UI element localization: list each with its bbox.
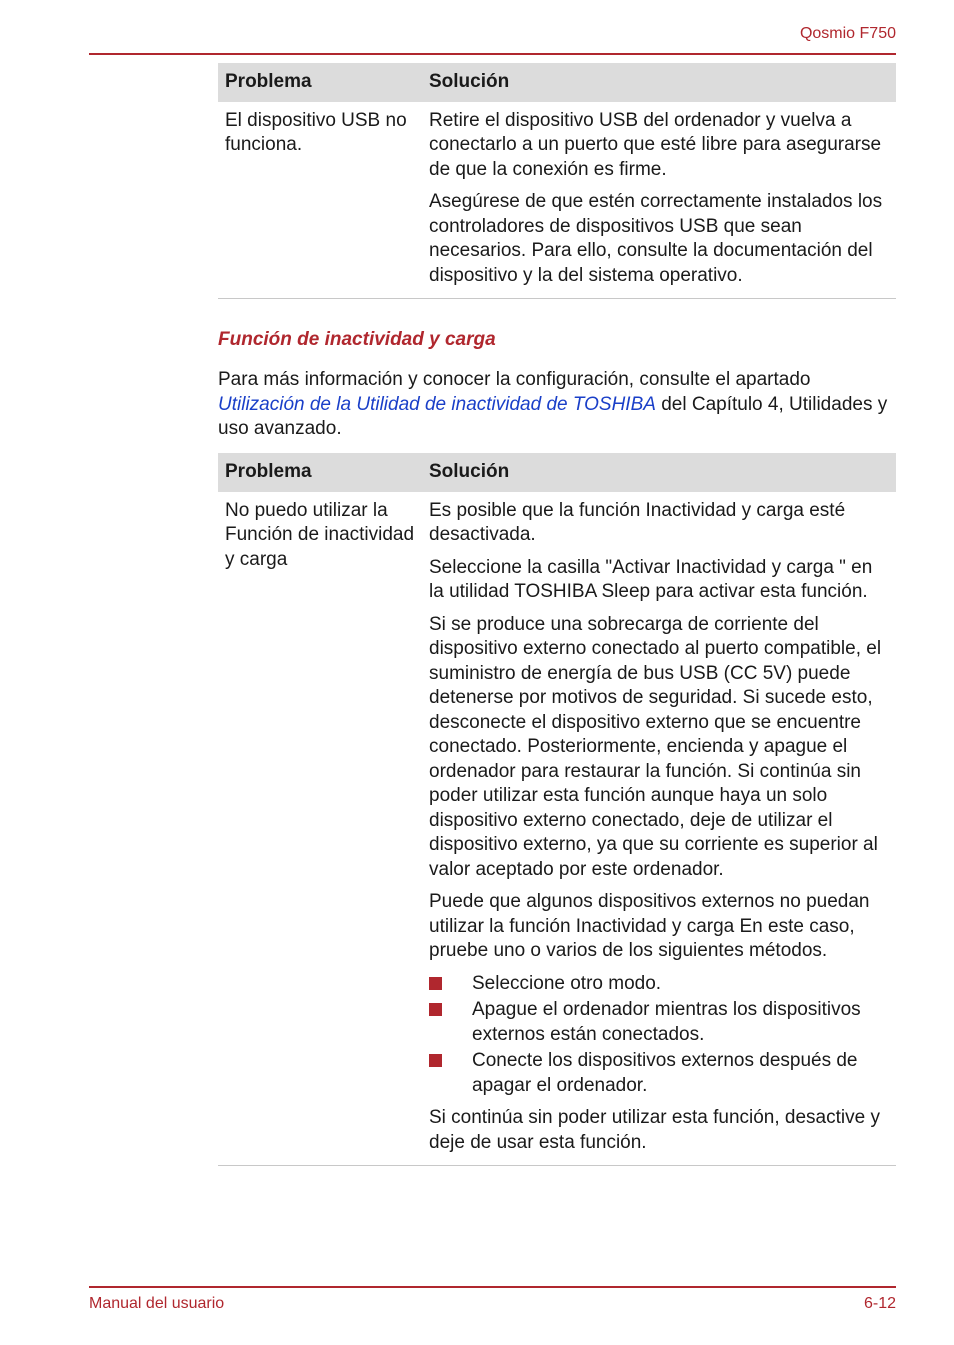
usb-troubleshooting-table-wrapper: [218, 63, 896, 299]
solution-paragraph: Puede que algunos dispositivos externos no puedan utilizar la función Inactividad y carga En este caso, pruebe uno o varios de los siguientes métodos.: [429, 891, 870, 961]
column-header-problem: Problema: [218, 453, 422, 492]
solution-paragraph: Si se produce una sobrecarga de corriente del dispositivo externo conectado al puerto compatible, el suministro de energía de bus USB (CC 5V) puede detenerse por motivos de seguridad. Si sucede esto, desconecte el dispositivo externo que se encuentre conectado. Posteriormente, encienda y apague el ordenador para restaurar la función. Si continúa sin poder utilizar esta función aunque haya un solo dispositivo externo conectado, deje de utilizar el dispositivo externo, ya que su corriente es superior al valor aceptado por este ordenador.: [429, 613, 882, 880]
solution-paragraph: Asegúrese de que estén correctamente instalados los controladores de dispositivos USB que sean necesarios. Para ello, consulte la documentación del dispositivo y la del sistema operativo.: [429, 191, 883, 286]
footer-manual-title: Manual del usuario: [89, 1295, 225, 1312]
table-row: [218, 102, 896, 299]
solution-cell: [422, 102, 896, 299]
header-divider: [89, 53, 896, 55]
section-intro: [218, 368, 896, 442]
solution-paragraph: Seleccione la casilla "Activar Inactividad y carga " en la utilidad TOSHIBA Sleep para activar esta función.: [429, 556, 873, 602]
solution-paragraph: Retire el dispositivo USB del ordenador y vuelva a conectarlo a un puerto que esté libre para asegurarse de que la conexión es firme.: [429, 109, 882, 180]
square-bullet-icon: [429, 1003, 442, 1016]
intro-text: Para más información y conocer la configuración, consulte el apartado: [218, 369, 811, 390]
column-header-solution: Solución: [422, 63, 896, 102]
methods-list: [429, 972, 889, 1099]
list-item-text: Seleccione otro modo.: [472, 972, 662, 994]
sleep-charge-troubleshooting-table: [218, 453, 896, 1166]
solution-cell: [422, 492, 896, 1166]
problem-cell: No puedo utilizar la Función de inactividad y carga: [218, 492, 422, 1166]
utility-link[interactable]: Utilización de la Utilidad de inactividad de TOSHIBA: [218, 393, 656, 415]
list-item-text: Conecte los dispositivos externos después de apagar el ordenador.: [472, 1050, 858, 1096]
header-brand: Qosmio F750: [799, 25, 896, 42]
intro-text-end: del Capítulo 4, Utilidades y uso avanzado.: [218, 393, 888, 439]
list-item: [429, 972, 889, 997]
table-row: [218, 492, 896, 1166]
solution-paragraph: Es posible que la función Inactividad y carga esté desactivada.: [429, 499, 846, 545]
usb-troubleshooting-table: [218, 63, 896, 299]
footer-divider: [89, 1286, 896, 1288]
section-heading: Función de inactividad y carga: [218, 329, 496, 350]
list-item-text: Apague el ordenador mientras los dispositivos externos están conectados.: [472, 999, 861, 1045]
page-number: 6-12: [863, 1295, 896, 1312]
problem-cell: El dispositivo USB no funciona.: [218, 102, 422, 299]
solution-paragraph: Si continúa sin poder utilizar esta función, desactive y deje de usar esta función.: [429, 1107, 880, 1153]
square-bullet-icon: [429, 1054, 442, 1067]
sleep-charge-table-wrapper: [218, 453, 896, 1166]
list-item: [429, 1049, 889, 1098]
column-header-solution: Solución: [422, 453, 896, 492]
list-item: [429, 998, 889, 1047]
square-bullet-icon: [429, 977, 442, 990]
column-header-problem: Problema: [218, 63, 422, 102]
